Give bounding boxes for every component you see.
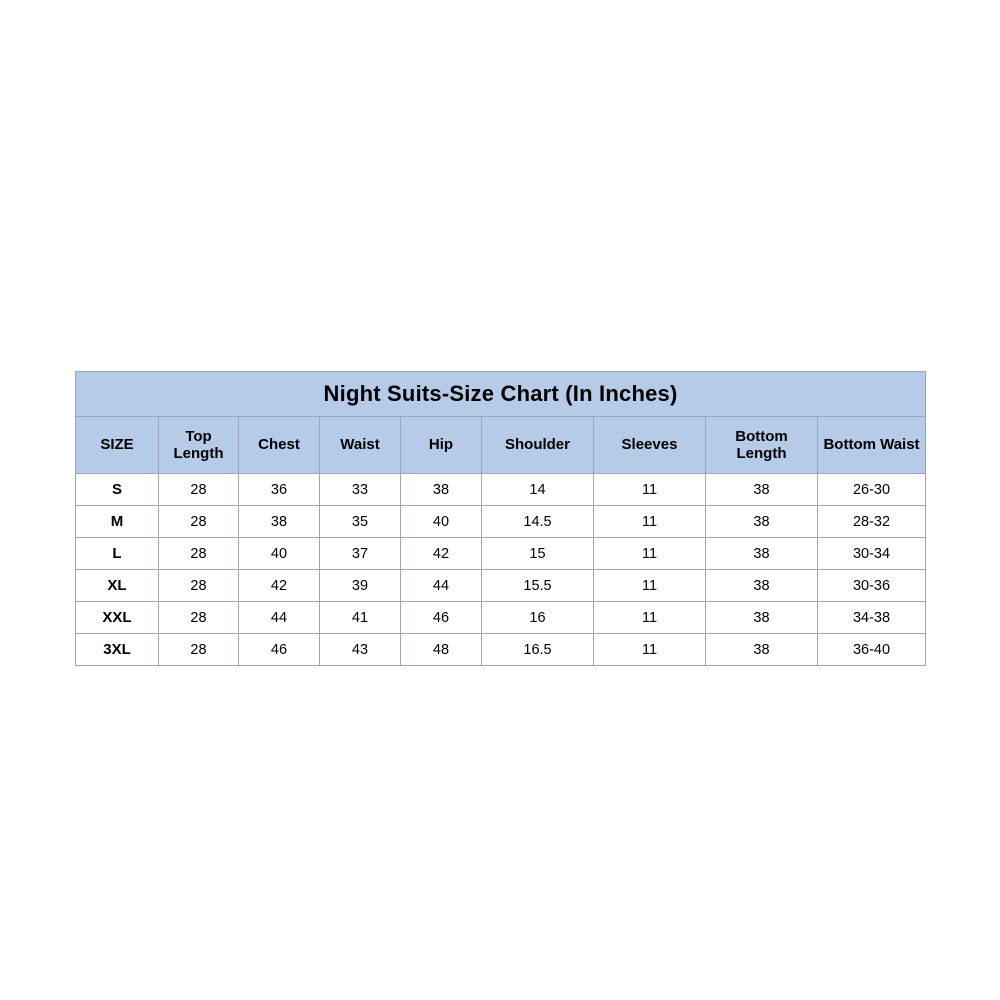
cell-waist: 33: [320, 474, 401, 506]
cell-bottom-length: 38: [706, 602, 818, 634]
cell-top-length: 28: [159, 474, 239, 506]
cell-chest: 36: [239, 474, 320, 506]
cell-chest: 38: [239, 506, 320, 538]
cell-size: M: [76, 506, 159, 538]
table-title-row: [76, 372, 926, 417]
cell-hip: 42: [401, 538, 482, 570]
cell-shoulder: 16.5: [482, 634, 594, 666]
cell-top-length: 28: [159, 602, 239, 634]
cell-size: S: [76, 474, 159, 506]
cell-chest: 42: [239, 570, 320, 602]
cell-bottom-length: 38: [706, 506, 818, 538]
cell-bottom-length: 38: [706, 634, 818, 666]
cell-shoulder: 14.5: [482, 506, 594, 538]
table-row: [76, 474, 926, 506]
chart-title: Night Suits-Size Chart (In Inches): [76, 372, 926, 417]
table-row: [76, 570, 926, 602]
cell-shoulder: 16: [482, 602, 594, 634]
cell-chest: 44: [239, 602, 320, 634]
table-row: [76, 538, 926, 570]
column-header-sleeves: Sleeves: [594, 417, 706, 474]
cell-bottom-waist: 26-30: [818, 474, 926, 506]
cell-shoulder: 14: [482, 474, 594, 506]
table-row: [76, 634, 926, 666]
cell-size: XXL: [76, 602, 159, 634]
cell-hip: 44: [401, 570, 482, 602]
cell-sleeves: 11: [594, 602, 706, 634]
cell-hip: 46: [401, 602, 482, 634]
cell-sleeves: 11: [594, 570, 706, 602]
column-header-waist: Waist: [320, 417, 401, 474]
cell-top-length: 28: [159, 506, 239, 538]
cell-waist: 37: [320, 538, 401, 570]
column-header-bottom-waist: Bottom Waist: [818, 417, 926, 474]
cell-waist: 35: [320, 506, 401, 538]
cell-sleeves: 11: [594, 538, 706, 570]
cell-size: XL: [76, 570, 159, 602]
cell-bottom-waist: 34-38: [818, 602, 926, 634]
cell-bottom-length: 38: [706, 570, 818, 602]
table-header-row: [76, 417, 926, 474]
size-chart-container: [75, 371, 925, 666]
cell-size: 3XL: [76, 634, 159, 666]
cell-sleeves: 11: [594, 506, 706, 538]
column-header-shoulder: Shoulder: [482, 417, 594, 474]
cell-sleeves: 11: [594, 474, 706, 506]
cell-waist: 41: [320, 602, 401, 634]
cell-shoulder: 15: [482, 538, 594, 570]
cell-bottom-length: 38: [706, 474, 818, 506]
cell-waist: 43: [320, 634, 401, 666]
cell-waist: 39: [320, 570, 401, 602]
cell-bottom-length: 38: [706, 538, 818, 570]
table-row: [76, 602, 926, 634]
size-chart-table: [75, 371, 926, 666]
table-row: [76, 506, 926, 538]
cell-top-length: 28: [159, 570, 239, 602]
cell-shoulder: 15.5: [482, 570, 594, 602]
cell-hip: 48: [401, 634, 482, 666]
cell-bottom-waist: 30-34: [818, 538, 926, 570]
column-header-bottom-length: Bottom Length: [706, 417, 818, 474]
column-header-chest: Chest: [239, 417, 320, 474]
cell-bottom-waist: 36-40: [818, 634, 926, 666]
cell-hip: 38: [401, 474, 482, 506]
cell-hip: 40: [401, 506, 482, 538]
cell-chest: 40: [239, 538, 320, 570]
cell-bottom-waist: 28-32: [818, 506, 926, 538]
cell-top-length: 28: [159, 634, 239, 666]
cell-size: L: [76, 538, 159, 570]
cell-chest: 46: [239, 634, 320, 666]
column-header-hip: Hip: [401, 417, 482, 474]
cell-sleeves: 11: [594, 634, 706, 666]
column-header-top-length: Top Length: [159, 417, 239, 474]
column-header-size: SIZE: [76, 417, 159, 474]
cell-bottom-waist: 30-36: [818, 570, 926, 602]
cell-top-length: 28: [159, 538, 239, 570]
